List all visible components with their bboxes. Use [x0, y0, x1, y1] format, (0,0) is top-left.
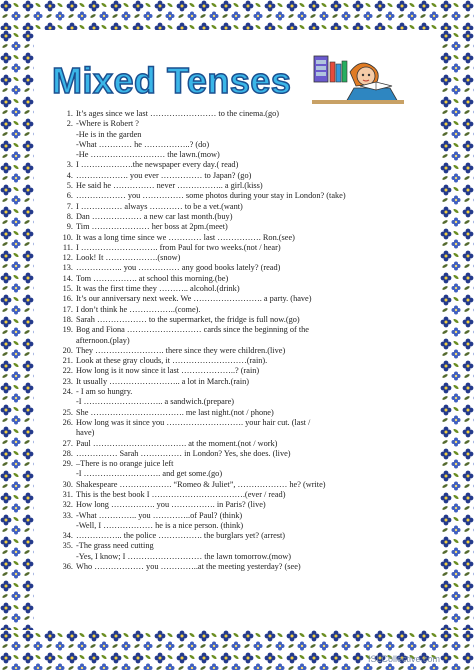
exercise-text: have): [76, 428, 95, 438]
exercise-line: [58, 459, 426, 469]
exercise-text: -I ………………………. and get some.(go): [76, 469, 223, 479]
exercise-text: …………….. you …………… any good books lately? (read): [76, 263, 281, 273]
flower-border-icon: [0, 0, 474, 30]
exercise-line: [58, 222, 426, 232]
exercise-text: I ……………….the newspaper every day.( read): [76, 160, 239, 170]
exercise-line: [58, 541, 426, 551]
exercise-text: How long was it since you ………………………. your hair cut. (last /: [76, 417, 311, 427]
exercise-line: [58, 500, 426, 510]
exercise-number: 11.: [62, 242, 73, 252]
exercise-line: [58, 212, 426, 222]
exercise-text: –There is no orange juice left: [76, 459, 174, 469]
exercise-line: [58, 191, 426, 201]
exercise-text: It usually …………………….. a lot in March.(rain): [76, 376, 250, 386]
exercise-line: [58, 552, 426, 562]
exercise-line: [58, 490, 426, 500]
exercise-text: It was a long time since we ………… last ……………. Ron.(see): [76, 232, 295, 242]
exercise-number: 7.: [66, 201, 73, 211]
exercise-text: -Well, I ……………… he is a nice person. (think): [76, 520, 244, 530]
exercise-text: It was the first time they ……….. alcohol.(drink): [76, 284, 240, 294]
exercise-line: [58, 428, 426, 438]
exercise-text: How long is it now since it last ………………..? (rain): [76, 366, 260, 376]
exercise-line: [58, 346, 426, 356]
exercise-line: [58, 284, 426, 294]
exercise-text: Tom ……………. at school this morning.(be): [76, 273, 229, 283]
exercise-text: I ………………………. from Paul for two weeks.(not / hear): [76, 242, 281, 252]
exercise-number: 36.: [62, 562, 73, 572]
exercise-number: 14.: [62, 273, 73, 283]
exercise-line: [58, 377, 426, 387]
exercise-text: They ……………………. there since they were children.(live): [76, 345, 286, 355]
exercise-line: [58, 315, 426, 325]
exercise-number: 20.: [62, 345, 73, 355]
exercise-line: [58, 325, 426, 335]
exercise-line: [58, 140, 426, 150]
exercise-number: 15.: [62, 284, 73, 294]
exercise-text: -He ……………………… the lawn.(mow): [76, 150, 220, 160]
exercise-text: -What ………… he ……………..? (do): [76, 139, 210, 149]
flower-border-icon: [440, 30, 474, 630]
exercise-line: [58, 521, 426, 531]
exercise-text: He said he …………… never …………….. a girl.(kiss): [76, 181, 263, 191]
exercise-line: [58, 233, 426, 243]
exercise-text: Paul ……………………………. at the moment.(not / work): [76, 438, 278, 448]
flower-border-left: [0, 30, 34, 630]
exercise-number: 4.: [66, 170, 73, 180]
exercise-text: -Where is Robert ?: [76, 119, 139, 129]
exercise-line: [58, 130, 426, 140]
exercise-number: 32.: [62, 500, 73, 510]
exercise-line: [58, 160, 426, 170]
exercise-text: Tim ………………… her boss at 2pm.(meet): [76, 222, 228, 232]
exercise-text: This is the best book I …………………………….(ever / read): [76, 489, 286, 499]
exercise-number: 34.: [62, 531, 73, 541]
exercise-text: -What ………….. you …………..of Paul? (think): [76, 510, 243, 520]
exercise-line: [58, 263, 426, 273]
exercise-number: 25.: [62, 407, 73, 417]
exercise-line: [58, 397, 426, 407]
exercise-line: [58, 274, 426, 284]
exercise-text: I …………… always ………… to be a vet.(want): [76, 201, 243, 211]
exercise-number: 16.: [62, 294, 73, 304]
exercise-text: Who ……………… you …………..at the meeting yesterday? (see): [76, 562, 301, 572]
flower-border-right: [440, 30, 474, 630]
exercise-number: 9.: [66, 222, 73, 232]
exercise-list: [58, 109, 426, 572]
exercise-line: [58, 253, 426, 263]
exercise-number: 2.: [66, 119, 73, 129]
exercise-number: 8.: [66, 211, 73, 221]
exercise-text: Bog and Fiona ……………………… cards since the beginning of the: [76, 325, 309, 335]
exercise-number: 21.: [62, 356, 73, 366]
exercise-number: 13.: [62, 263, 73, 273]
exercise-number: 19.: [62, 325, 73, 335]
exercise-text: Look! It ……………….(snow): [76, 253, 181, 263]
exercise-line: [58, 294, 426, 304]
exercise-line: [58, 336, 426, 346]
exercise-number: 30.: [62, 479, 73, 489]
exercise-text: ………………. you ever …………… to Japan? (go): [76, 170, 252, 180]
exercise-number: 29.: [62, 459, 73, 469]
exercise-text: Look at these gray clouds, it ………………………(rain).: [76, 356, 268, 366]
exercise-line: [58, 387, 426, 397]
student-reading-clipart-icon: [310, 52, 406, 108]
flower-border-icon: [0, 630, 474, 670]
exercise-line: [58, 181, 426, 191]
exercise-number: 17.: [62, 304, 73, 314]
exercise-text: Shakespeare ………………. “Romeo & Juliet”, ……………… he? (write): [76, 479, 326, 489]
exercise-number: 6.: [66, 191, 73, 201]
exercise-line: [58, 511, 426, 521]
exercise-text: …………….. the police ……………. the burglars yet? (arrest): [76, 531, 286, 541]
exercise-text: It’s our anniversary next week. We ……………………. a party. (have): [76, 294, 312, 304]
exercise-number: 1.: [66, 109, 73, 118]
exercise-line: [58, 119, 426, 129]
exercise-text: Dan ……………… a new car last month.(buy): [76, 211, 233, 221]
flower-border-icon: [0, 30, 34, 630]
exercise-line: [58, 305, 426, 315]
exercise-number: 3.: [66, 160, 73, 170]
exercise-text: Sarah ……………… to the supermarket, the fridge is full now.(go): [76, 314, 300, 324]
exercise-number: 35.: [62, 541, 73, 551]
exercise-line: [58, 439, 426, 449]
exercise-text: It’s ages since we last …………………… to the cinema.(go): [76, 109, 279, 118]
exercise-text: -He is in the garden: [76, 129, 142, 139]
exercise-line: [58, 418, 426, 428]
exercise-number: 28.: [62, 448, 73, 458]
exercise-number: 12.: [62, 253, 73, 263]
exercise-line: [58, 356, 426, 366]
exercise-number: 33.: [62, 510, 73, 520]
exercise-text: -I ……………………….. a sandwich.(prepare): [76, 397, 235, 407]
exercise-number: 27.: [62, 438, 73, 448]
exercise-text: ……………… you …………… some photos during your stay in London? (take): [76, 191, 346, 201]
exercise-text: …………… Sarah …………… in London? Yes, she does. (live): [76, 448, 291, 458]
watermark: ISLCollective.com: [368, 654, 441, 664]
exercise-text: How long ……………. you ……………. in Paris? (live): [76, 500, 266, 510]
exercise-text: afternoon.(play): [76, 335, 130, 345]
exercise-line: [58, 531, 426, 541]
exercise-text: -The grass need cutting: [76, 541, 154, 551]
exercise-line: [58, 408, 426, 418]
title-area: [52, 58, 312, 104]
flower-border-top: [0, 0, 474, 30]
exercise-line: [58, 202, 426, 212]
exercise-text: I don’t think he ……………..(come).: [76, 304, 201, 314]
exercise-line: [58, 366, 426, 376]
exercise-line: [58, 449, 426, 459]
exercise-number: 24.: [62, 387, 73, 397]
exercise-line: [58, 562, 426, 572]
exercise-text: She ……………………………. me last night.(not / phone): [76, 407, 274, 417]
exercise-line: [58, 150, 426, 160]
exercise-line: [58, 480, 426, 490]
exercise-number: 10.: [62, 232, 73, 242]
page-title: Mixed Tenses: [52, 60, 292, 101]
exercise-number: 18.: [62, 314, 73, 324]
flower-border-bottom: [0, 630, 474, 670]
exercise-text: -Yes, I know; I ……………………… the lawn tomorrow.(mow): [76, 551, 292, 561]
exercise-number: 31.: [62, 489, 73, 499]
exercise-number: 26.: [62, 417, 73, 427]
exercise-number: 5.: [66, 181, 73, 191]
exercise-line: [58, 109, 426, 119]
exercise-line: [58, 469, 426, 479]
exercise-number: 23.: [62, 376, 73, 386]
exercise-number: 22.: [62, 366, 73, 376]
exercise-text: - I am so hungry.: [76, 387, 133, 397]
exercise-line: [58, 171, 426, 181]
exercise-line: [58, 243, 426, 253]
